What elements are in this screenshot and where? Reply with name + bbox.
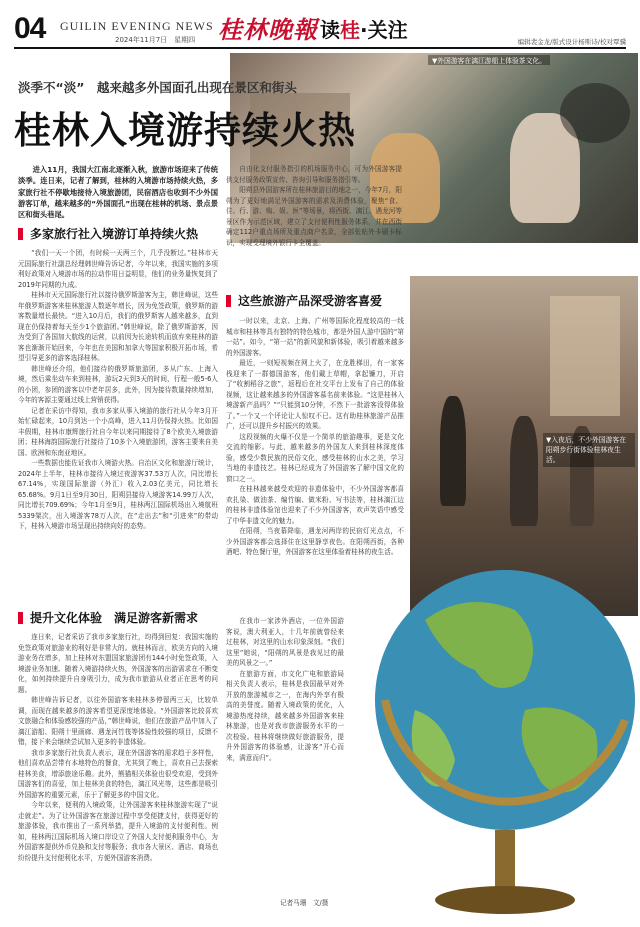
issue-date: 2024年11月7日 星期四 [115,36,196,44]
paragraph: “我们一天一个团，有时候一天两三个，几乎没断过。”桂林市天元国际旅行社副总经理韩世峰告诉记者，今年以来，我国实施的多项利好政策对入境游市场的拉动作用日益明显，他们的业务量恢复到了2019年同期的九成。 [18,249,218,289]
paragraph: 桂林市天元国际旅行社以接待俄罗斯游客为主，韩世峰说，这些年俄罗斯游客来桂林旅游人数逐年增长，因为免签政策，俄罗斯的游客数量增长最快。“进入10月后，我们的俄罗斯客人越来越多，直到现在仍保持着每天至少1个旅游团。”韩世峰说，除了俄罗斯游客，因为受到了各国加大航线的运营，以前因为长途转机而放弃来桂林的游客也渐渐开始回来，今年也在美国和加拿大等国家积极开拓市场，希望引导更多的游客选择桂林。 [18,291,218,362]
paragraph: 一时以来，北京、上海、广州等国际化程度较高的一线城市和桂林等具有独特的特色城市，都是外国人游中国的“第一站”。如今，“第一站”的新风貌和新体验，吸引着越来越多的外国游客。 [226,317,404,357]
section-title-part-b: 桂 [340,18,360,42]
article-subheadline: 淡季不“淡” 越来越多外国面孔出现在景区和街头 [18,80,297,95]
section-heading-3: 这些旅游产品深受游客喜爱 [226,293,382,309]
section-title-part-a: 读 [320,18,340,42]
masthead [0,0,640,48]
photo-caption-2-text: 入夜后，不少外国游客在阳朔步行街体验桂林夜生活。 [546,436,626,464]
section-title [320,14,408,43]
byline: 记者马珊 文/摄 [280,899,329,907]
paragraph: 连日来，记者采访了我市多家旅行社，均得到回复：我国实施的免签政策对旅游业的利好是非常大的。就桂林而言，欧美方向的入境游业务在增多，加上桂林对东盟国家旅游团有144小时免签政策，入境游业务加速。随着入境游持续火热，外国游客的出游需求在不断变化，如何持续提升自身吸引力，成为我市旅游从业者正在思考的问题。 [18,633,218,694]
paragraph: 这段视频的火爆不仅是一个简单的旅游趣事，更是文化交流的缩影。与此，越来越多的外国友人来到桂林深度体验，感受少数民族的民俗文化，感受桂林的山水之美，学习当地的非遗技艺。桂林已经成为了外国游客了解中国文化的窗口之一。 [226,432,404,483]
section-title-part-c: ·关注 [360,18,408,42]
paragraph: 我市多家旅行社负责人表示，现在外国游客的需求趋于多样性，他们喜欢品尝带有本地特色的餐食，尤其到了晚上，喜欢自己去探索桂林美食，增添旅途乐趣。此外，熊猫相关体验也很受欢迎，受到外国游客们的喜爱，加上桂林美食的特色，漓江风光等，这些都是吸引外国游客的重要元素，乐于了解更多的中国文化。 [18,748,218,799]
paragraph: 在桂林越来越受欢迎的非遗体验中，不少外国游客都喜欢扎染、做油茶、编竹编、做米粉、写书法等，桂林漓江边的桂林非遗体验馆也迎来了不少外国游客，欢声笑语中感受了中华非遗文化的魅力。 [226,485,404,525]
masthead-rule [14,47,626,49]
paragraph: 韩世峰告诉记者，以往外国游客来桂林多停留两三天，比较单调，而现在越来越多的游客希望更深度地体验。“外国游客比较喜欢文旅融合和体验感较强的产品，”韩世峰说，他们在旅游产品中加入了漓江游船、阳朔十里画廊、遇龙河竹筏等体验性较强的项目，反馈不错，接下来会继续尝试加入更多的非遗体验。 [18,696,218,746]
page-number: 04 [14,12,46,45]
paragraph: 记者在采访中得知，我市多家从事入境游的旅行社从今年3月开始忙碌起来，10月到达一个小高峰，进入11月仍保持火热。比如国丰假期，桂林市康辉旅行社自今年以来同期接待了8个欧美入境旅游团；桂林海韵国际旅行社接待了10多个入境旅游团，游客主要来自美国、欧洲和东南亚地区。 [18,406,218,457]
section-heading-2: 提升文化体验 满足游客新需求 [18,610,198,626]
paragraph: 阳朔县外国游客所在桂林旅游目的地之一，今年7月，阳朔为了更好地满足外国游客的需求及消费体验，聚焦“食、住、行、游、购、娱、医”等场景，将西街、漓江、遇龙河等景区作为示范区域，建立了支付便利性服务体系，并在西街确定112户重点场所及重点商户名录，全部张贴外卡刷卡标识，实现受理境外银行卡全覆盖。 [226,186,402,247]
down-triangle-icon: ▼ [432,57,438,65]
photo-caption-1 [428,55,550,65]
article-headline: 桂林入境游持续火热 [14,109,356,152]
down-triangle-icon: ▼ [546,436,552,444]
editor-credits: 编辑裴金龙/版式设计杨斯诗/校对覃骥 [517,38,626,46]
paragraph: 韩世峰还介绍，他们接待的俄罗斯旅游团，多从广东、上海入境，然后乘坐动车来到桂林，游玩2天到3天的时间，行程一般5-6人的小团，参团的游客以中老年居多，此外，因为接待数量持续增加，今年的客源主要通过线上营销获得。 [18,364,218,404]
article-lead: 进入11月，我国大江南北逐渐入秋，旅游市场迎来了传统淡季。连日来，记者了解到，桂林的入境游市场持续火热，多家旅行社不停歇地接待入境旅游团，民宿酒店也收到不少外国游客订单，越来越多的“外国面孔”出现在桂林的机场、景点景区和街头巷尾。 [18,165,218,220]
paragraph: 在旅游方面，市文化广电和旅游局相关负责人表示，桂林是我国最早对外开放的旅游城市之一，在海内外享有极高的美誉度。随着入境政策的优化，入境游热度持续，越来越多外国游客来桂林旅游，也是对我市旅游服务水平的一次检验。桂林将继续做好旅游服务，提升外国游客的体验感，让游客“开心而来，满意而归”。 [226,669,344,762]
photo-caption-1-text: 外国游客在漓江游船上体验茶文化。 [437,57,546,65]
column-2 [18,632,218,917]
column-4 [226,616,344,896]
globe-illustration [355,470,640,927]
globe-stand [495,830,515,890]
globe-base [435,886,575,914]
newspaper-logo: 桂林晚報 [218,15,318,44]
paragraph: 在我市一家涉外酒店，一位外国游客说，澳大利亚人，十几年前就曾经来过桂林，对这里的山水印象深刻。“我们这里”她说，“阳朔的风景是我见过的最美的风景之一。” [226,617,344,667]
photo-background-shape [550,296,620,416]
photo-caption-2 [543,433,635,467]
paragraph: 最近，一则短视频在网上火了，在龙胜梯田，有一家客栈迎来了一群德国游客，他们戴上草帽，拿起镰刀，开启了“收割稻谷之旅”，返程后在社交平台上发布了自己的体验视频，这让越来越多的外国游客慕名前来体验。“这是桂林入境游新产品吗？”“只能到10分钟，不然下一批游客没得体验了。”一个又一个评论让人惊叹不已。这有助桂林旅游产品推广，还可以提升乡村振兴的效果。 [226,359,404,430]
paragraph: 一些数据也能佐证我市入境游火热。自治区文化和旅游厅统计，2024年上半年，桂林市接待入境过夜游客37.53万人次，同比增长67.14%，实现国际旅游（外汇）收入2.03亿美元，同比增长65.68%。9月1日至9月30日，阳朔县接待入境游客14.99万人次，同比增长709.69%；今年1月至9月，桂林两江国际机场出入境航班5339架次，出入境游客78万人次，在“走出去”和“引进来”的带动下，桂林入境游市场呈现出持续向好的态势。 [18,459,218,530]
section-heading-1: 多家旅行社入境游订单持续火热 [18,226,198,242]
paragraph: 今年以来，便利的入境政策，让外国游客来桂林旅游实现了“说走就走”。为了让外国游客在旅游过程中享受便捷支付，获得更好的旅游体验，我市推出了一系列举措，提升入境游的支付便利性。例如，桂林两江国际机场入境口岸设立了外国人支付便利服务中心，为外国游客提供外币兑换和支付等服务；我市各大景区、酒店、商场也纷纷提升支付便利化水平，方便外国游客消费。 [18,801,218,862]
column-3a [226,164,402,272]
photo-figure [560,83,630,143]
paragraph: 在阳朔，当夜幕降临，遇龙河两岸的民宿灯光点点，不少外国游客都会选择住在这里静享夜色。在阳朔西街，各种酒吧、特色餐厅里，外国游客在这里体验着桂林的夜生活。 [226,527,404,556]
paragraph: 自由化支付服务指引的机场服务中心，可为外国游客提供支付服务政策宣传、咨询引导和服务指引等。 [226,165,402,184]
paper-name-english: GUILIN EVENING NEWS [60,19,214,33]
column-1 [18,248,218,604]
